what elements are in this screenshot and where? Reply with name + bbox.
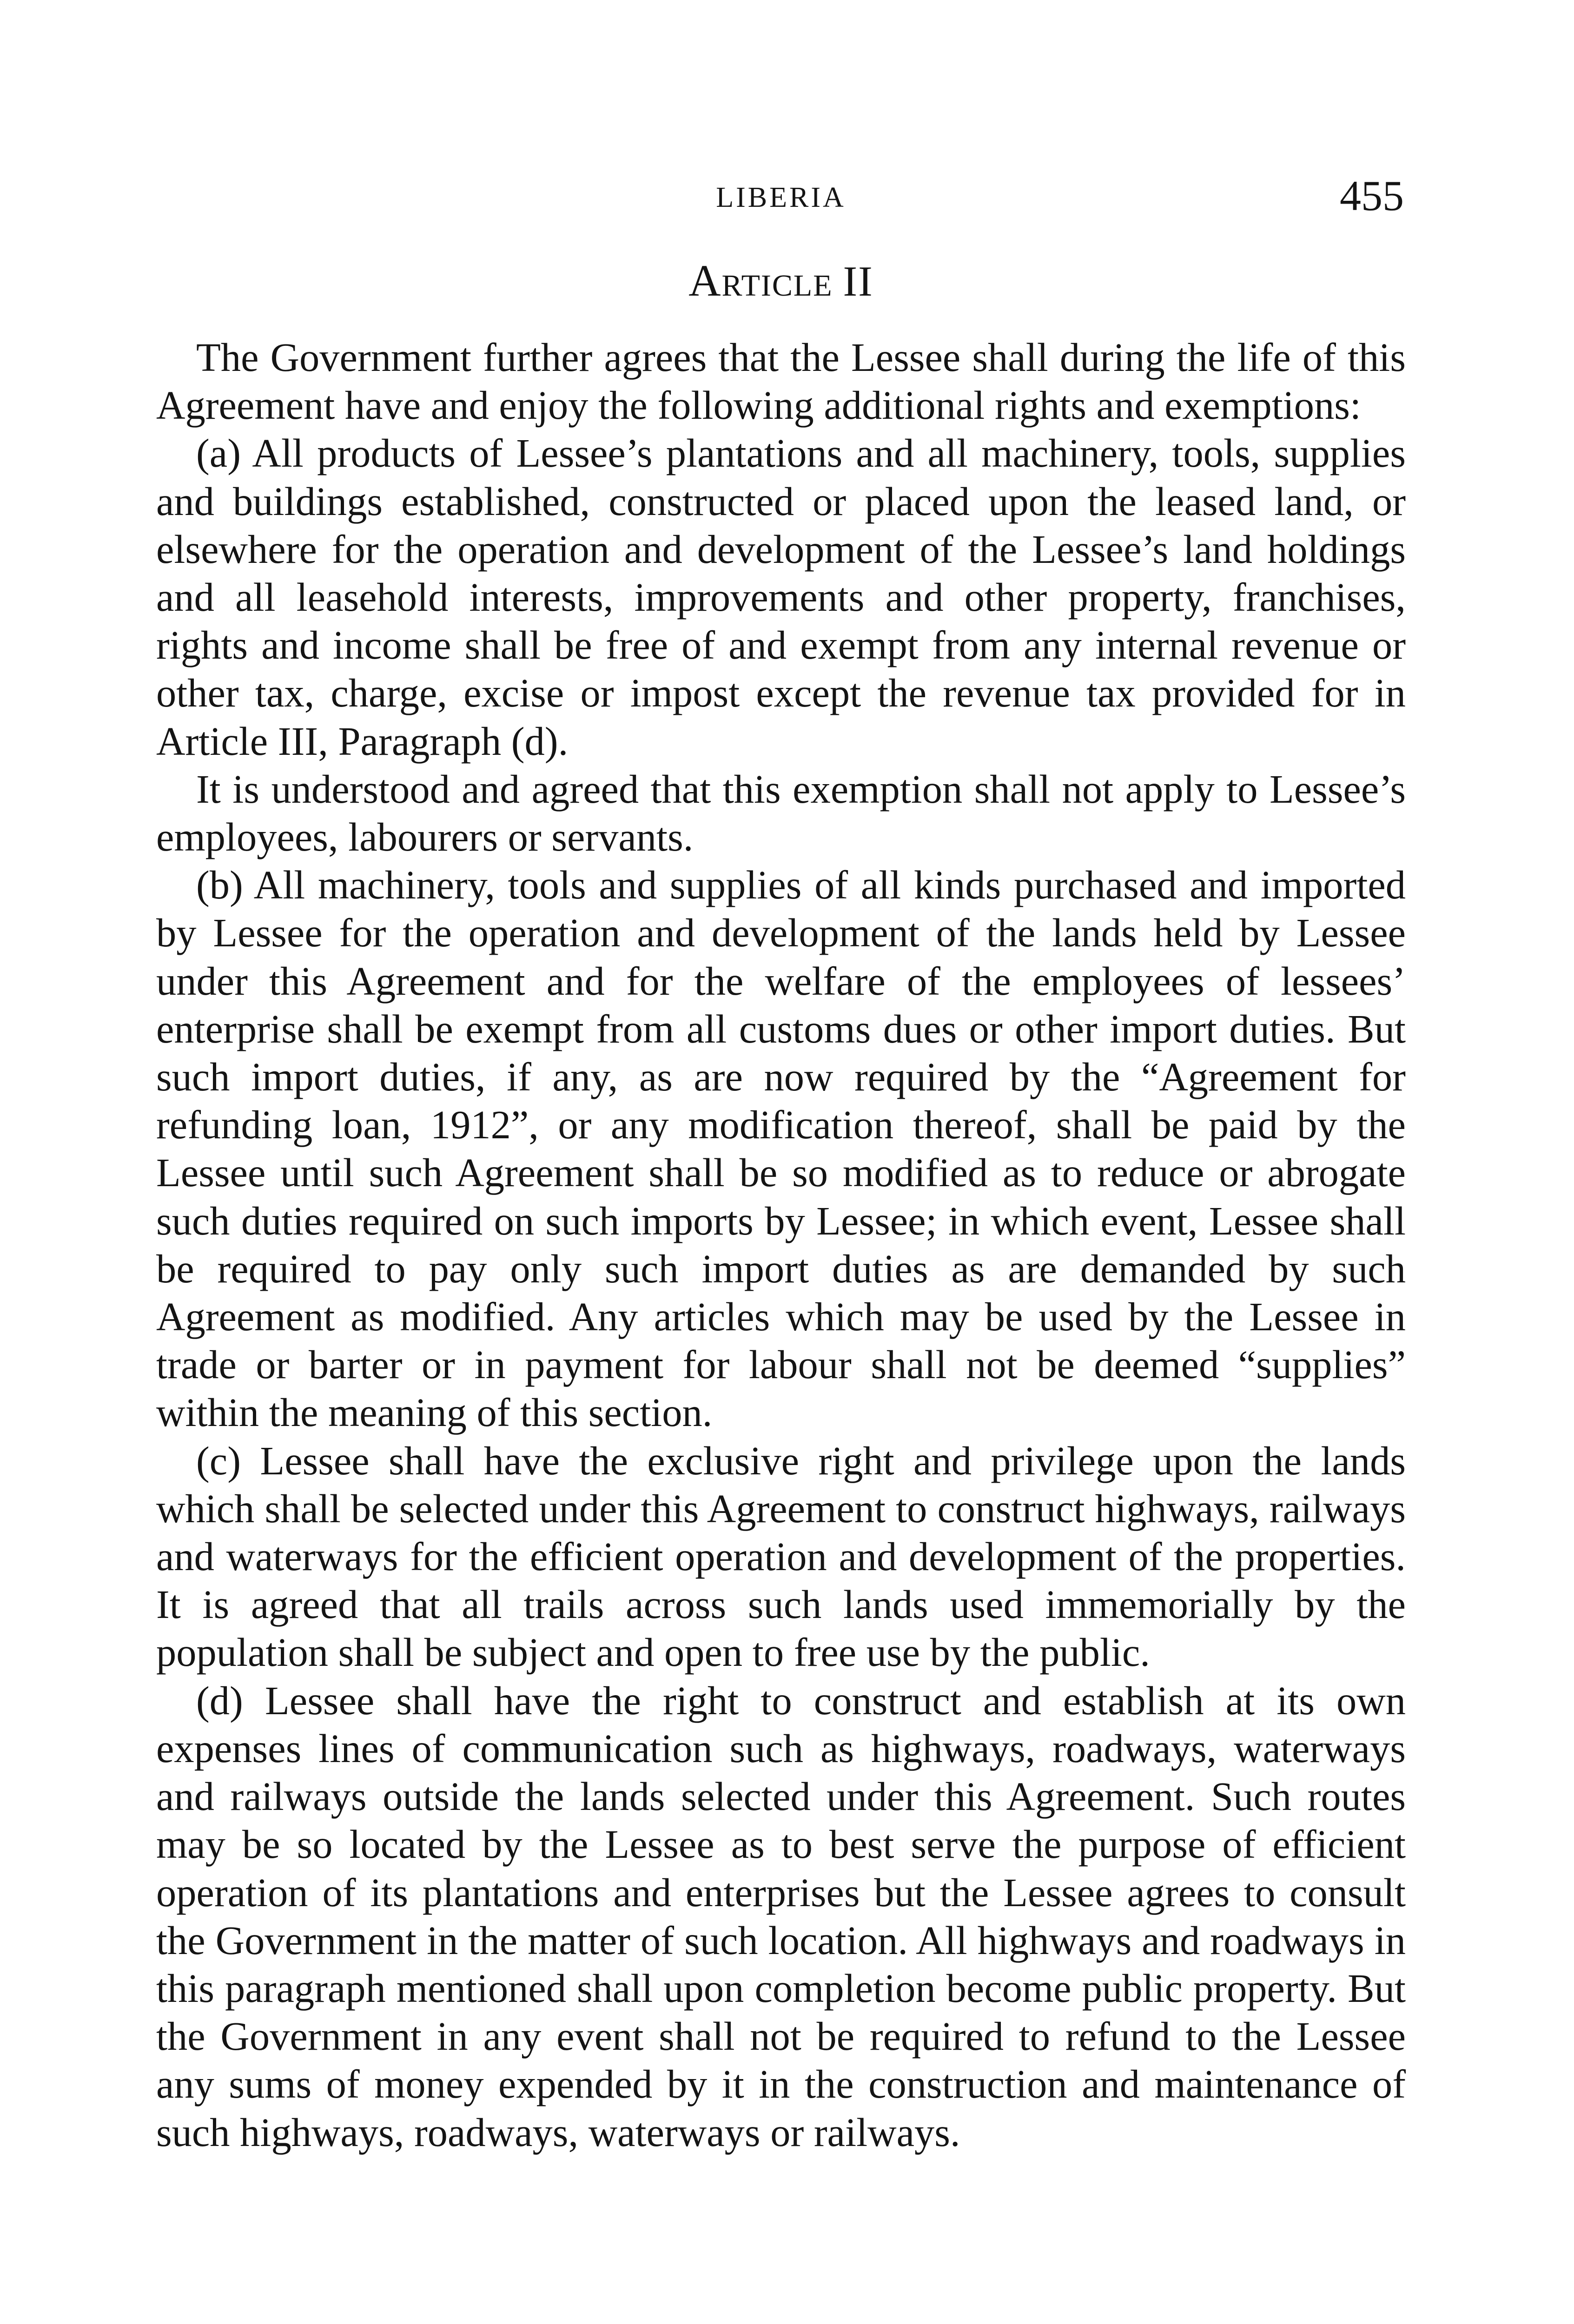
paragraph-b — [156, 861, 1406, 1437]
paragraph-d-marker: (d) — [196, 1678, 243, 1723]
paragraph-b-marker: (b) — [196, 863, 243, 908]
article-heading-initial: A — [688, 256, 722, 305]
paragraph-a-marker: (a) — [196, 431, 241, 476]
paragraph-a-reference: (d) — [511, 719, 558, 764]
running-title: LIBERIA — [716, 182, 846, 213]
paragraph-a-text: All products of Lessee’s plantations and all machinery, tools, supplies and buildings established, constructed or placed upon the leased land, or elsewhere for the operation and development of the Lessee’s land holdings and all leasehold interests, improvements and other property, franchises, rights and income shall be free of and exempt from any internal revenue or other tax, charge, excise or impost except the revenue tax provided for in Article III, Paragraph — [156, 431, 1406, 764]
article-body — [156, 334, 1406, 2157]
paragraph-d — [156, 1677, 1406, 2157]
paragraph-d-text: Lessee shall have the right to construct and establish at its own expenses lines of communication such as highways, roadways, waterways and railways outside the lands selected under this Agreement. Such routes may be so located by the Lessee as to best serve the purpose of efficient operation of its plantations and enterprises but the Lessee agrees to consult the Government in the matter of such location. All highways and roadways in this paragraph mentioned shall upon completion become public property. But the Government in any event shall not be required to refund to the Lessee any sums of money expended by it in the construction and maintenance of such highways, roadways, waterways or railways. — [156, 1678, 1406, 2155]
article-heading-numeral: II — [843, 257, 873, 305]
page-number: 455 — [1340, 172, 1404, 219]
article-heading — [158, 255, 1404, 306]
paragraph-b-text: All machinery, tools and supplies of all kinds purchased and imported by Lessee for the operation and development of the lands held by Lessee under this Agreement and for the welfare of the employees of lessees’ enterprise shall be exempt from all customs dues or other import duties. But such import duties, if any, as are now required by the “Agreement for refunding loan, 1912”, or any modification thereof, shall be paid by the Lessee until such Agreement shall be so modified as to reduce or abrogate such duties required on such imports by Lessee; in which event, Lessee shall be required to pay only such import duties as are demanded by such Agreement as modified. Any articles which may be used by the Lessee in trade or barter or in payment for labour shall not be deemed “supplies” within the meaning of this section. — [156, 863, 1406, 1435]
article-heading-word: RTICLE — [721, 269, 833, 303]
intro-paragraph: The Government further agrees that the Lessee shall during the life of this Agreement have and enjoy the following additional rights and exemptions: — [156, 335, 1406, 428]
paragraph-c — [156, 1437, 1406, 1677]
paragraph-a-note: It is understood and agreed that this exemption shall not apply to Lessee’s employees, labourers or servants. — [156, 766, 1406, 860]
paragraph-c-marker: (c) — [196, 1438, 241, 1483]
running-head — [158, 171, 1404, 222]
paragraph-a-end: . — [558, 719, 569, 764]
paragraph-a — [156, 429, 1406, 765]
paragraph-c-text: Lessee shall have the exclusive right and privilege upon the lands which shall be selected under this Agreement to construct highways, railways and waterways for the efficient operation and development of the properties. It is agreed that all trails across such lands used immemorially by the population shall be subject and open to free use by the public. — [156, 1438, 1406, 1675]
